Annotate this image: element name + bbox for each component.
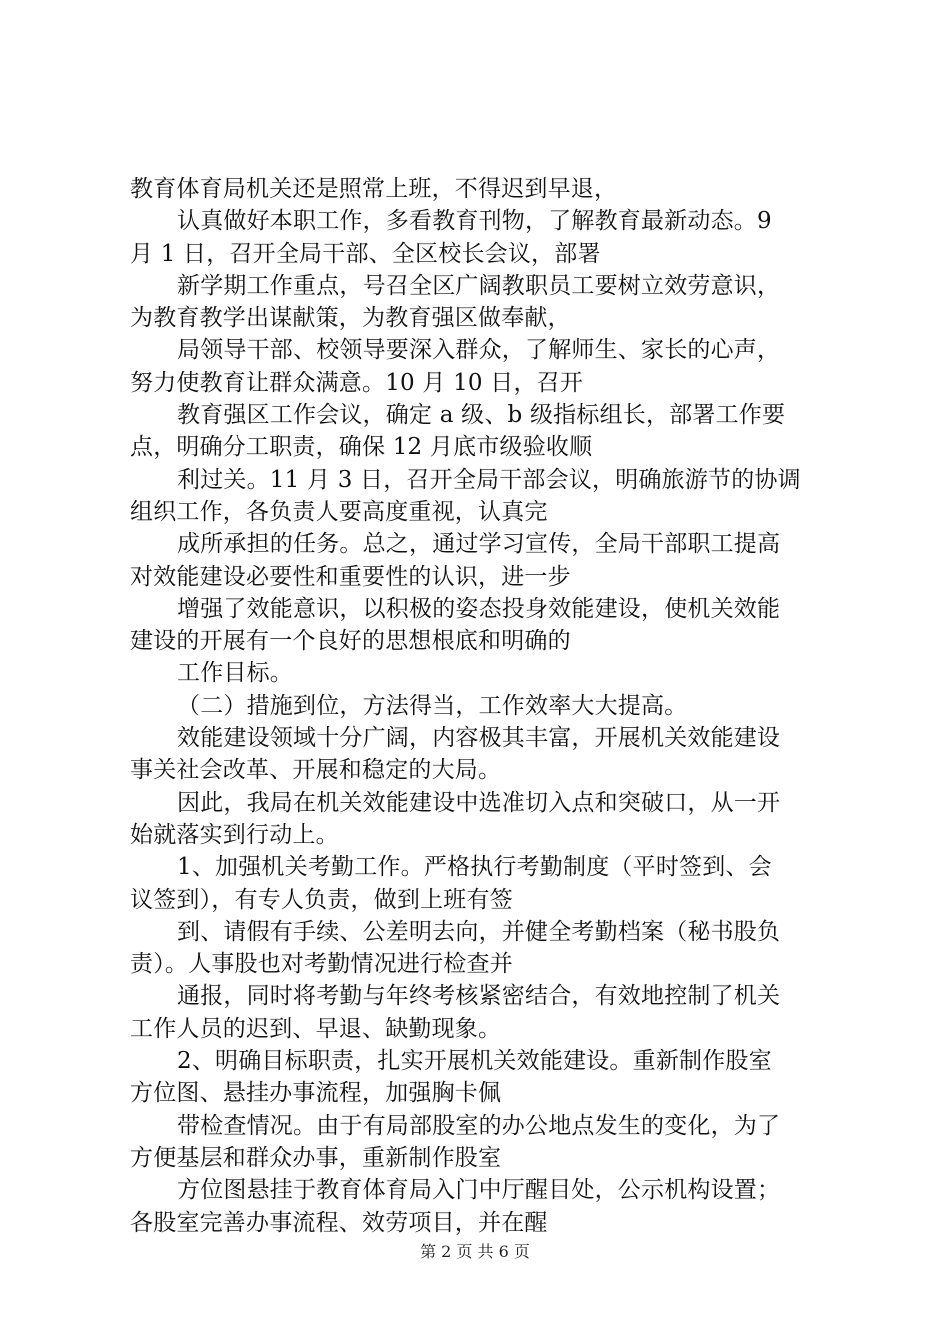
text-line: 带检查情况。由于有局部股室的办公地点发生的变化，为了 <box>177 1112 781 1139</box>
text-line: 教育强区工作会议，确定 a 级、b 级指标组长，部署工作要 <box>177 402 786 429</box>
text-line: 通报，同时将考勤与年终考核紧密结合，有效地控制了机关 <box>177 983 781 1010</box>
text-line: 认真做好本职工作，多看教育刊物，了解教育最新动态。9 <box>177 208 772 235</box>
text-line: 教育体育局机关还是照常上班，不得迟到早退， <box>130 176 618 202</box>
text-line: 方便基层和群众办事，重新制作股室 <box>130 1144 502 1171</box>
section-heading: （二）措施到位，方法得当，工作效率大大提高。 <box>177 692 688 719</box>
text-line: 努力使教育让群众满意。10 月 10 日，召开 <box>130 369 584 396</box>
document-body <box>130 173 830 1239</box>
text-line: 为教育教学出谋献策，为教育强区做奉献， <box>130 305 571 332</box>
text-line: 建设的开展有一个良好的思想根底和明确的 <box>130 628 571 655</box>
text-line: 方位图悬挂于教育体育局入门中厅醒目处，公示机构设置； <box>177 1177 781 1204</box>
text-line: 对效能建设必要性和重要性的认识，进一步 <box>130 563 571 590</box>
text-line: 效能建设领域十分广阔，内容极其丰富，开展机关效能建设 <box>177 725 781 752</box>
text-line: 成所承担的任务。总之，通过学习宣传，全局干部职工提高 <box>177 531 781 558</box>
text-line: 月 1 日，召开全局干部、全区校长会议，部署 <box>130 240 601 267</box>
text-line: 增强了效能意识，以积极的姿态投身效能建设，使机关效能 <box>177 595 781 622</box>
text-line: 议签到），有专人负责，做到上班有签 <box>130 886 513 913</box>
text-line: 因此，我局在机关效能建设中选准切入点和突破口，从一开 <box>177 789 781 816</box>
text-line: 事关社会改革、开展和稳定的大局。 <box>130 757 502 784</box>
text-line: 局领导干部、校领导要深入群众，了解师生、家长的心声， <box>177 337 781 364</box>
page-number-footer: 第 2 页 共 6 页 <box>420 1242 530 1261</box>
text-line: 利过关。11 月 3 日，召开全局干部会议，明确旅游节的协调 <box>177 466 801 493</box>
text-line: 2、明确目标职责，扎实开展机关效能建设。重新制作股室 <box>177 1048 772 1075</box>
text-line: 组织工作，各负责人要高度重视，认真完 <box>130 498 548 525</box>
text-line: 方位图、悬挂办事流程，加强胸卡佩 <box>130 1080 502 1107</box>
text-line: 各股室完善办事流程、效劳项目，并在醒 <box>130 1209 548 1236</box>
text-line: 工作人员的迟到、早退、缺勤现象。 <box>130 1015 502 1042</box>
text-line: 到、请假有手续、公差明去向，并健全考勤档案（秘书股负 <box>177 918 781 945</box>
text-line: 工作目标。 <box>177 660 293 687</box>
text-line: 始就落实到行动上。 <box>130 821 339 848</box>
text-line: 1、加强机关考勤工作。严格执行考勤制度（平时签到、会 <box>177 854 772 881</box>
text-line: 点，明确分工职责，确保 12 月底市级验收顺 <box>130 434 593 461</box>
text-line: 新学期工作重点，号召全区广阔教职员工要树立效劳意识， <box>177 272 781 299</box>
text-line: 责）。人事股也对考勤情况进行检查并 <box>130 951 513 978</box>
